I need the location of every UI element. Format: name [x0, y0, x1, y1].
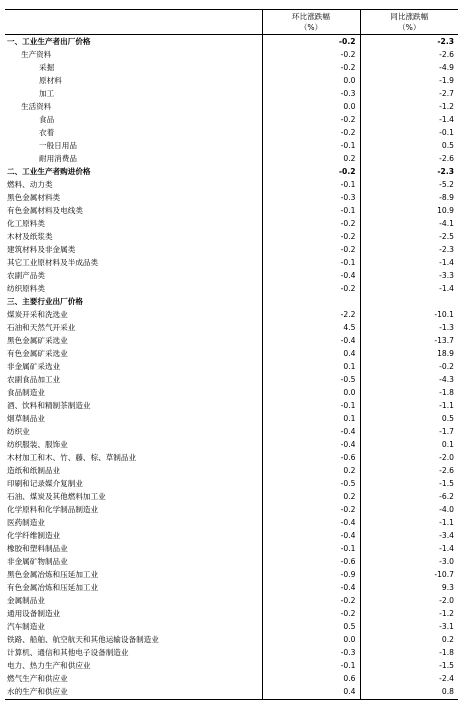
mom-change-value: 0.0: [262, 74, 360, 87]
mom-change-value: 0.5: [262, 621, 360, 634]
table-row: [5, 178, 458, 191]
yoy-change-value: -1.5: [360, 660, 458, 673]
header-yoy-title: 同比涨跌幅: [390, 12, 429, 21]
row-label: 黑色金属冶炼和压延加工业: [7, 570, 99, 580]
table-row: [5, 686, 458, 700]
yoy-change-value: 0.2: [360, 634, 458, 647]
table-row: [5, 386, 458, 399]
table-row: [5, 399, 458, 412]
table-row: [5, 517, 458, 530]
table-row: [5, 530, 458, 543]
header-mom-unit: （%）: [299, 23, 323, 32]
table-row: [5, 452, 458, 465]
row-label: 计算机、通信和其他电子设备制造业: [7, 648, 129, 658]
row-label: 印刷和记录媒介复制业: [7, 479, 83, 489]
yoy-change-value: -1.9: [360, 74, 458, 87]
yoy-change-value: -2.6: [360, 48, 458, 61]
mom-change-value: -0.2: [262, 504, 360, 517]
table-row: [5, 621, 458, 634]
table-row: [5, 634, 458, 647]
row-label: 耐用消费品: [39, 153, 77, 163]
mom-change-value: [262, 295, 360, 308]
table-row: [5, 74, 458, 87]
yoy-change-value: -13.7: [360, 334, 458, 347]
mom-change-value: -0.4: [262, 334, 360, 347]
table-row: [5, 373, 458, 386]
mom-change-value: -0.2: [262, 48, 360, 61]
yoy-change-value: -6.2: [360, 491, 458, 504]
mom-change-value: -0.2: [262, 230, 360, 243]
table-row: [5, 100, 458, 113]
mom-change-value: -0.5: [262, 478, 360, 491]
row-label: 石油、煤炭及其他燃料加工业: [7, 492, 106, 502]
table-row: [5, 543, 458, 556]
yoy-change-value: -1.8: [360, 647, 458, 660]
yoy-change-value: -2.4: [360, 673, 458, 686]
header-mom-cell: [262, 10, 360, 35]
yoy-change-value: -10.1: [360, 308, 458, 321]
yoy-change-value: -2.3: [360, 35, 458, 49]
mom-change-value: -0.4: [262, 517, 360, 530]
row-label: 电力、热力生产和供应业: [7, 661, 91, 671]
row-label: 化学原料和化学制品制造业: [7, 505, 99, 515]
row-label: 橡胶和塑料制品业: [7, 544, 68, 554]
yoy-change-value: 0.8: [360, 686, 458, 700]
table-row: [5, 425, 458, 438]
mom-change-value: -0.1: [262, 543, 360, 556]
table-row: [5, 204, 458, 217]
yoy-change-value: -8.9: [360, 191, 458, 204]
mom-change-value: -2.2: [262, 308, 360, 321]
yoy-change-value: -1.2: [360, 100, 458, 113]
yoy-change-value: -4.9: [360, 61, 458, 74]
mom-change-value: 0.4: [262, 686, 360, 700]
yoy-change-value: -4.0: [360, 504, 458, 517]
row-label: 黑色金属材料类: [7, 192, 61, 202]
row-label: 农副产品类: [7, 270, 45, 280]
mom-change-value: -0.3: [262, 87, 360, 100]
table-row: [5, 126, 458, 139]
yoy-change-value: -4.1: [360, 217, 458, 230]
table-row: [5, 243, 458, 256]
row-label: 其它工业原材料及半成品类: [7, 257, 99, 267]
mom-change-value: 0.1: [262, 412, 360, 425]
yoy-change-value: -1.4: [360, 282, 458, 295]
yoy-change-value: -10.7: [360, 569, 458, 582]
mom-change-value: -0.1: [262, 256, 360, 269]
yoy-change-value: -4.3: [360, 373, 458, 386]
row-label: 原材料: [39, 75, 62, 85]
mom-change-value: 0.2: [262, 465, 360, 478]
mom-change-value: -0.4: [262, 438, 360, 451]
row-label: 农副食品加工业: [7, 375, 61, 385]
yoy-change-value: 9.3: [360, 582, 458, 595]
yoy-change-value: 18.9: [360, 347, 458, 360]
row-label: 医药制造业: [7, 518, 45, 528]
table-row: [5, 582, 458, 595]
table-row: [5, 465, 458, 478]
row-label: 造纸和纸制品业: [7, 466, 61, 476]
table-row: [5, 569, 458, 582]
mom-change-value: 0.0: [262, 386, 360, 399]
row-label: 采掘: [39, 62, 55, 72]
yoy-change-value: -1.4: [360, 256, 458, 269]
table-row: [5, 321, 458, 334]
yoy-change-value: -1.7: [360, 425, 458, 438]
row-label: 食品: [39, 114, 55, 124]
yoy-change-value: -0.2: [360, 360, 458, 373]
yoy-change-value: -1.3: [360, 321, 458, 334]
yoy-change-value: -2.3: [360, 165, 458, 178]
yoy-change-value: -3.0: [360, 556, 458, 569]
row-label: 加工: [39, 88, 55, 98]
mom-change-value: -0.1: [262, 178, 360, 191]
row-label: 水的生产和供应业: [5, 686, 262, 700]
section-header-row: [5, 35, 458, 49]
yoy-change-value: 0.1: [360, 438, 458, 451]
yoy-change-value: 0.5: [360, 139, 458, 152]
yoy-change-value: [360, 295, 458, 308]
row-label: 木材及纸浆类: [7, 231, 53, 241]
mom-change-value: -0.2: [262, 35, 360, 49]
mom-change-value: -0.2: [262, 165, 360, 178]
table-row: [5, 87, 458, 100]
yoy-change-value: 10.9: [360, 204, 458, 217]
mom-change-value: -0.2: [262, 282, 360, 295]
yoy-change-value: -1.4: [360, 113, 458, 126]
row-label: 一、工业生产者出厂价格: [7, 36, 91, 46]
mom-change-value: 4.5: [262, 321, 360, 334]
row-label: 石油和天然气开采业: [7, 323, 76, 333]
row-label: 纺织业: [7, 427, 30, 437]
yoy-change-value: -5.2: [360, 178, 458, 191]
table-row: [5, 48, 458, 61]
mom-change-value: -0.2: [262, 595, 360, 608]
mom-change-value: -0.2: [262, 61, 360, 74]
row-label: 木材加工和木、竹、藤、棕、草制品业: [7, 453, 137, 463]
table-row: [5, 230, 458, 243]
yoy-change-value: -0.1: [360, 126, 458, 139]
table-row: [5, 504, 458, 517]
row-label: 汽车制造业: [7, 622, 45, 632]
yoy-change-value: -2.0: [360, 595, 458, 608]
table-row: [5, 282, 458, 295]
table-row: [5, 269, 458, 282]
row-label: 有色金属矿采选业: [7, 349, 68, 359]
row-label: 衣着: [39, 127, 55, 137]
row-label: 化学纤维制造业: [7, 531, 61, 541]
mom-change-value: 0.2: [262, 152, 360, 165]
yoy-change-value: -3.3: [360, 269, 458, 282]
row-label: 化工原料类: [7, 218, 45, 228]
table-row: [5, 347, 458, 360]
row-label: 酒、饮料和精制茶制造业: [7, 401, 91, 411]
mom-change-value: -0.4: [262, 582, 360, 595]
mom-change-value: 0.4: [262, 347, 360, 360]
yoy-change-value: -1.1: [360, 399, 458, 412]
row-label: 燃气生产和供应业: [7, 674, 68, 684]
row-label: 非金属矿物制品业: [7, 557, 68, 567]
table-row: [5, 660, 458, 673]
mom-change-value: -0.3: [262, 647, 360, 660]
row-label: 纺织原料类: [7, 284, 45, 293]
row-label: 通用设备制造业: [7, 609, 61, 619]
mom-change-value: -0.9: [262, 569, 360, 582]
table-row: [5, 139, 458, 152]
table-row: [5, 595, 458, 608]
mom-change-value: -0.4: [262, 269, 360, 282]
row-label: 食品制造业: [7, 388, 45, 398]
yoy-change-value: -2.5: [360, 230, 458, 243]
table-header-row: [5, 10, 458, 35]
price-index-table: [5, 9, 458, 700]
table-body: [5, 35, 458, 700]
row-label: 二、工业生产者购进价格: [7, 166, 91, 176]
table-row: [5, 61, 458, 74]
yoy-change-value: -2.3: [360, 243, 458, 256]
table-row: [5, 608, 458, 621]
header-yoy-unit: （%）: [398, 23, 421, 32]
section-header-row: [5, 165, 458, 178]
table-row: [5, 556, 458, 569]
row-label: 三、主要行业出厂价格: [7, 297, 83, 307]
table-row: [5, 191, 458, 204]
yoy-change-value: -1.4: [360, 543, 458, 556]
row-label: 烟草制品业: [7, 414, 45, 424]
table-row: [5, 308, 458, 321]
mom-change-value: -0.2: [262, 217, 360, 230]
mom-change-value: 0.1: [262, 360, 360, 373]
yoy-change-value: -3.1: [360, 621, 458, 634]
yoy-change-value: -1.2: [360, 608, 458, 621]
yoy-change-value: -3.4: [360, 530, 458, 543]
yoy-change-value: -1.8: [360, 386, 458, 399]
yoy-change-value: -2.6: [360, 465, 458, 478]
table-row: [5, 256, 458, 269]
mom-change-value: -0.6: [262, 452, 360, 465]
row-label: 铁路、船舶、航空航天和其他运输设备制造业: [7, 635, 159, 645]
row-label: 燃料、动力类: [7, 179, 53, 189]
mom-change-value: 0.2: [262, 491, 360, 504]
table-row: [5, 152, 458, 165]
row-label: 一般日用品: [39, 140, 77, 150]
mom-change-value: -0.2: [262, 243, 360, 256]
table-row: [5, 438, 458, 451]
table-row: [5, 113, 458, 126]
table-row: [5, 673, 458, 686]
yoy-change-value: -1.5: [360, 478, 458, 491]
yoy-change-value: -1.1: [360, 517, 458, 530]
mom-change-value: -0.5: [262, 373, 360, 386]
header-name-cell: [5, 10, 262, 35]
row-label: 煤炭开采和洗选业: [7, 310, 68, 320]
header-yoy-cell: [360, 10, 458, 35]
table-row: [5, 478, 458, 491]
mom-change-value: -0.4: [262, 530, 360, 543]
yoy-change-value: -2.0: [360, 452, 458, 465]
table-row: [5, 360, 458, 373]
mom-change-value: -0.2: [262, 113, 360, 126]
mom-change-value: -0.2: [262, 608, 360, 621]
row-label: 非金属矿采选业: [7, 362, 61, 372]
mom-change-value: -0.3: [262, 191, 360, 204]
row-label: 金属制品业: [7, 596, 45, 606]
row-label: 黑色金属矿采选业: [7, 336, 68, 346]
row-label: 生活资料: [21, 101, 52, 111]
header-mom-title: 环比涨跌幅: [292, 12, 330, 21]
yoy-change-value: 0.5: [360, 412, 458, 425]
table-row: [5, 412, 458, 425]
mom-change-value: -0.2: [262, 126, 360, 139]
mom-change-value: 0.6: [262, 673, 360, 686]
row-label: 有色金属冶炼和压延加工业: [7, 583, 99, 593]
mom-change-value: -0.1: [262, 139, 360, 152]
section-header-row: [5, 295, 458, 308]
table-row: [5, 647, 458, 660]
mom-change-value: -0.6: [262, 556, 360, 569]
yoy-change-value: -2.7: [360, 87, 458, 100]
table-row: [5, 491, 458, 504]
mom-change-value: -0.4: [262, 425, 360, 438]
mom-change-value: 0.0: [262, 100, 360, 113]
table-row: [5, 334, 458, 347]
row-label: 纺织服装、服饰业: [7, 440, 68, 450]
mom-change-value: -0.1: [262, 204, 360, 217]
row-label: 生产资料: [21, 49, 52, 59]
mom-change-value: -0.1: [262, 660, 360, 673]
row-label: 建筑材料及非金属类: [7, 244, 76, 254]
row-label: 有色金属材料及电线类: [7, 205, 83, 215]
mom-change-value: -0.1: [262, 399, 360, 412]
mom-change-value: 0.0: [262, 634, 360, 647]
yoy-change-value: -2.6: [360, 152, 458, 165]
table-row: [5, 217, 458, 230]
